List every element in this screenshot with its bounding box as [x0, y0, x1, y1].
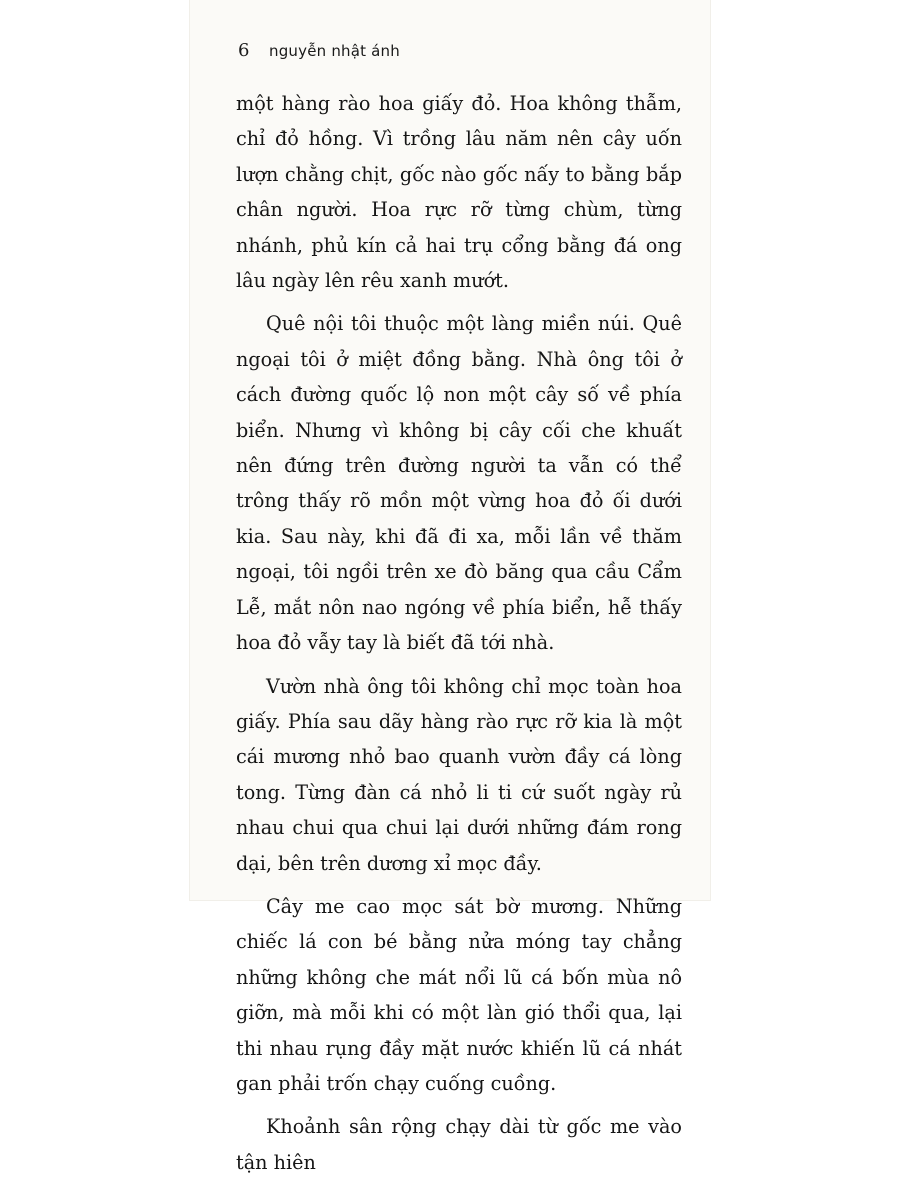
running-title: nguyễn nhật ánh [269, 42, 400, 60]
page-header [238, 40, 400, 61]
paragraph-2: Quê nội tôi thuộc một làng miền núi. Quê ngoại tôi ở miệt đồng bằng. Nhà ông tôi ở cách đường quốc lộ non một cây số về phía biển. Nhưng vì không bị cây cối che khuất nên đứng trên đường người ta vẫn có thể trông thấy rõ mồn một vừng hoa đỏ ối dưới kia. Sau này, khi đã đi xa, mỗi lần về thăm ngoại, tôi ngồi trên xe đò băng qua cầu Cẩm Lễ, mắt nôn nao ngóng về phía biển, hễ thấy hoa đỏ vẫy tay là biết đã tới nhà. [236, 312, 682, 655]
paragraph-1: một hàng rào hoa giấy đỏ. Hoa không thẫm, chỉ đỏ hồng. Vì trồng lâu năm nên cây uốn lượn chằng chịt, gốc nào gốc nấy to bằng bắp chân người. Hoa rực rỡ từng chùm, từng nhánh, phủ kín cả hai trụ cổng bằng đá ong lâu ngày lên rêu xanh mướt. [236, 92, 682, 293]
page-number: 6 [238, 40, 250, 61]
body-text [236, 86, 682, 1180]
paragraph-3: Vườn nhà ông tôi không chỉ mọc toàn hoa giấy. Phía sau dãy hàng rào rực rỡ kia là một cái mương nhỏ bao quanh vườn đầy cá lòng tong. Từng đàn cá nhỏ li ti cứ suốt ngày rủ nhau chui qua chui lại dưới những đám rong dại, bên trên dương xỉ mọc đầy. [236, 674, 682, 875]
paragraph-5: Khoảnh sân rộng chạy dài từ gốc me vào tận hiên [236, 1115, 682, 1174]
paragraph-4: Cây me cao mọc sát bờ mương. Những chiếc lá con bé bằng nửa móng tay chẳng những không che mát nổi lũ cá bốn mùa nô giỡn, mà mỗi khi có một làn gió thổi qua, lại thi nhau rụng đầy mặt nước khiến lũ cá nhát gan phải trốn chạy cuống cuồng. [236, 894, 682, 1095]
